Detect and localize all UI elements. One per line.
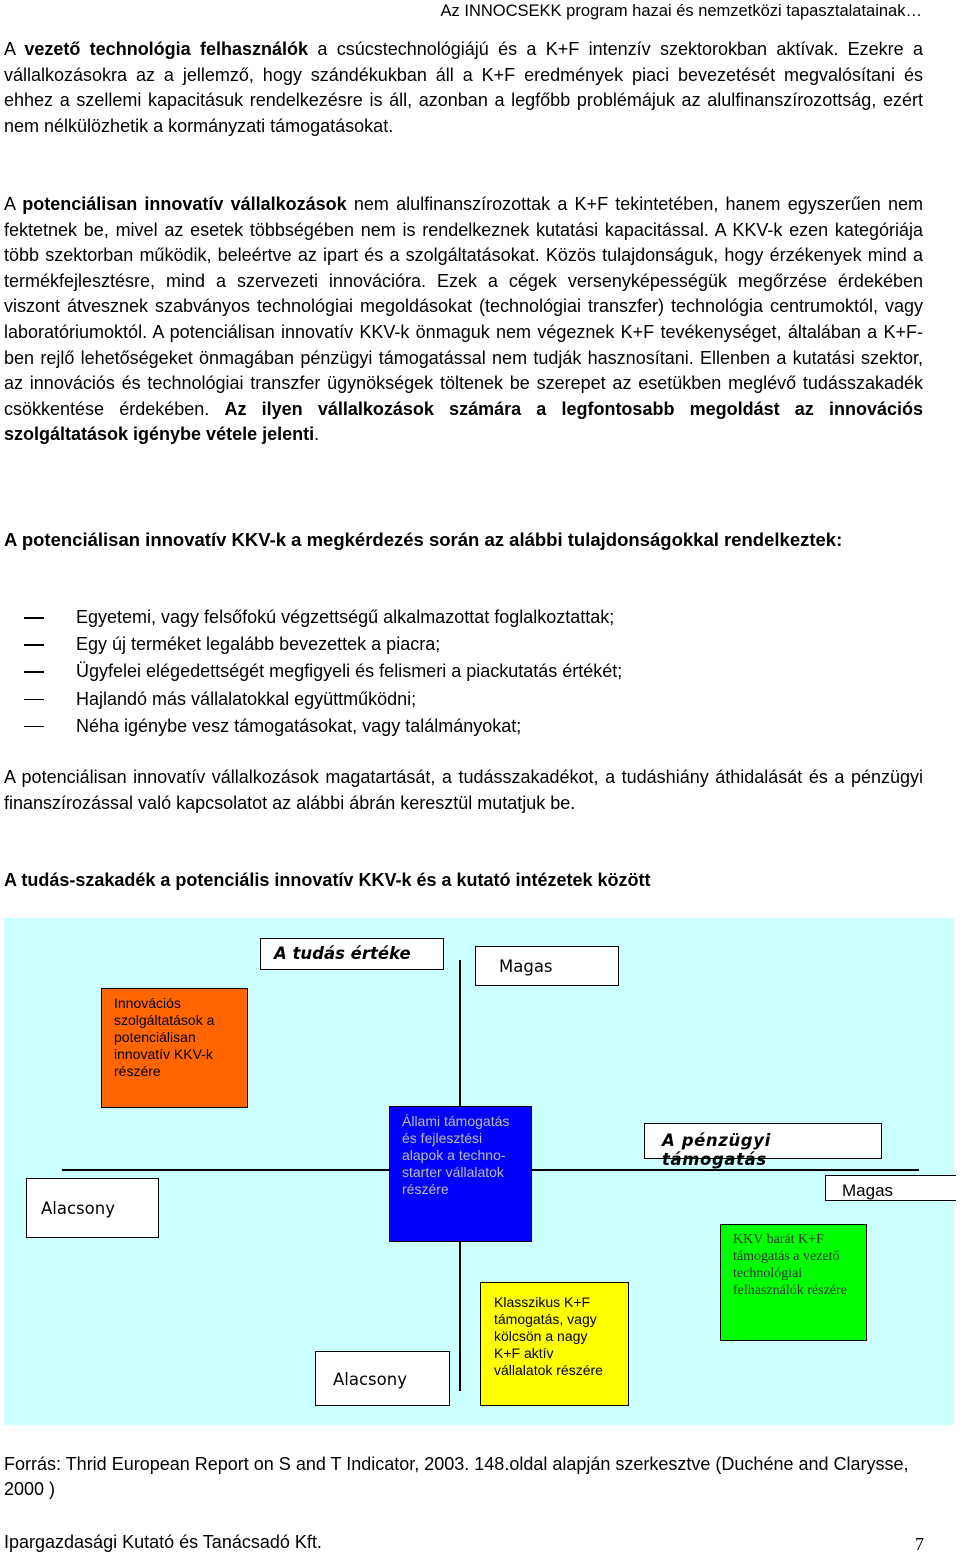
para2-pre: A (4, 194, 23, 214)
dash-bullet-icon (24, 671, 44, 673)
box-classic-rd-support: Klasszikus K+F támogatás, vagy kölcsön a nagy K+F aktív vállalatok részére (480, 1282, 629, 1406)
list-item: Egyetemi, vagy felsőfokú végzettségű alkalmazottat foglalkoztattak; (4, 604, 904, 631)
para1-pre: A (4, 39, 25, 59)
x-axis-label: A pénzügyi támogatás (644, 1123, 882, 1159)
section-heading-properties: A potenciálisan innovatív KKV-k a megkérdezés során az alábbi tulajdonságokkal rendelkeztek: (4, 529, 843, 550)
para1-bold: vezető technológia felhasználók (24, 39, 309, 59)
x-high-label: Magas (825, 1175, 956, 1201)
figure-title: A tudás-szakadék a potenciális innovatív KKV-k és a kutató intézetek között (4, 870, 651, 890)
y-low-label: Alacsony (315, 1351, 450, 1406)
knowledge-gap-diagram (4, 918, 954, 1425)
box-state-support: Állami támogatás és fejlesztési alapok a techno-starter vállalatok részére (389, 1106, 532, 1242)
dash-bullet-icon (24, 644, 44, 646)
dash-bullet-icon (24, 617, 44, 619)
y-axis-label: A tudás értéke (260, 938, 444, 970)
box-innovation-services: Innovációs szolgáltatások a potenciálisan innovatív KKV-k részére (101, 988, 248, 1108)
para2-bold-intro: potenciálisan innovatív vállalkozások (22, 194, 347, 214)
list-item: Egy új terméket legalább bevezettek a piacra; (4, 631, 904, 658)
dash-bullet-icon (24, 726, 44, 728)
box-kkv-friendly-support: KKV barát K+F támogatás a vezető technológiai felhasználók részére (720, 1224, 867, 1341)
para2-bold-outro: Az ilyen vállalkozások számára a legfontosabb megoldást az innovációs szolgáltatások igénybe vétele jelenti (4, 398, 923, 445)
para2-end: . (314, 424, 320, 445)
x-low-label: Alacsony (26, 1178, 159, 1238)
dash-bullet-icon (24, 699, 44, 701)
paragraph-figure-intro: A potenciálisan innovatív vállalkozások magatartását, a tudásszakadékot, a tudáshiány áthidalását és a pénzügyi finanszírozással való kapcsolatot az alábbi ábrán keresztül mutatjuk be. (4, 767, 923, 813)
list-item: Hajlandó más vállalatokkal együttműködni; (4, 686, 904, 713)
running-header: Az INNOCSEKK program hazai és nemzetközi tapasztalatainak… (440, 2, 922, 20)
page-number: 7 (915, 1534, 924, 1554)
source-note: Forrás: Thrid European Report on S and T Indicator, 2003. 148.oldal alapján szerkesztve (Duchéne and Clarysse, 2000 ) (4, 1454, 909, 1499)
y-high-label: Magas (475, 946, 619, 986)
paragraph-leading-users (4, 37, 923, 139)
properties-list (4, 604, 904, 740)
paragraph-potential-innovators (4, 192, 923, 448)
footer-company: Ipargazdasági Kutató és Tanácsadó Kft. (4, 1532, 322, 1552)
list-item: Ügyfelei elégedettségét megfigyeli és felismeri a piackutatás értékét; (4, 658, 904, 685)
para2-body: nem alulfinanszírozottak a K+F tekintetében, hanem egyszerűen nem fektetnek be, mivel az esetek többségében nem is rendelkeznek kutatási kapacitással. A KKV-k ezen kategóriája több szektorban működik, beleértve az ipart és a szolgáltatásokat. Közös tulajdonságuk, hogy érzékenyek mind a termékfejlesztésre, mind a szervezeti innovációra. Ezek a cégek versenyképességük megőrzése érdekében viszont átvesznek szabványos technológiai megoldásokat (technológiai transzfer) technológia centrumoktól, vagy laboratóriumoktól. A potenciálisan innovatív KKV-k önmaguk nem végeznek K+F tevékenységet, általában a K+F-ben rejlő lehetőségeket önmagában pénzügyi támogatással nem tudják hasznosítani. Ellenben a kutatási szektor, az innovációs és technológiai transzfer ügynökségek töltenek be szerepet az esetükben meglévő tudásszakadék csökkentése érdekében. (4, 194, 923, 419)
para1-rest: a csúcstechnológiájú és a K+F intenzív szektorokban aktívak. Ezekre a vállalkozásokra az a jellemző, hogy szándékukban áll a K+F eredmények piaci bevezetését megvalósítani és ehhez a szellemi kapacitásuk rendelkezésre is áll, azonban a legfőbb problémájuk az alulfinanszírozottság, ezért nem nélkülözhetik a kormányzati támogatásokat. (4, 39, 924, 136)
list-item: Néha igénybe vesz támogatásokat, vagy találmányokat; (4, 713, 904, 740)
